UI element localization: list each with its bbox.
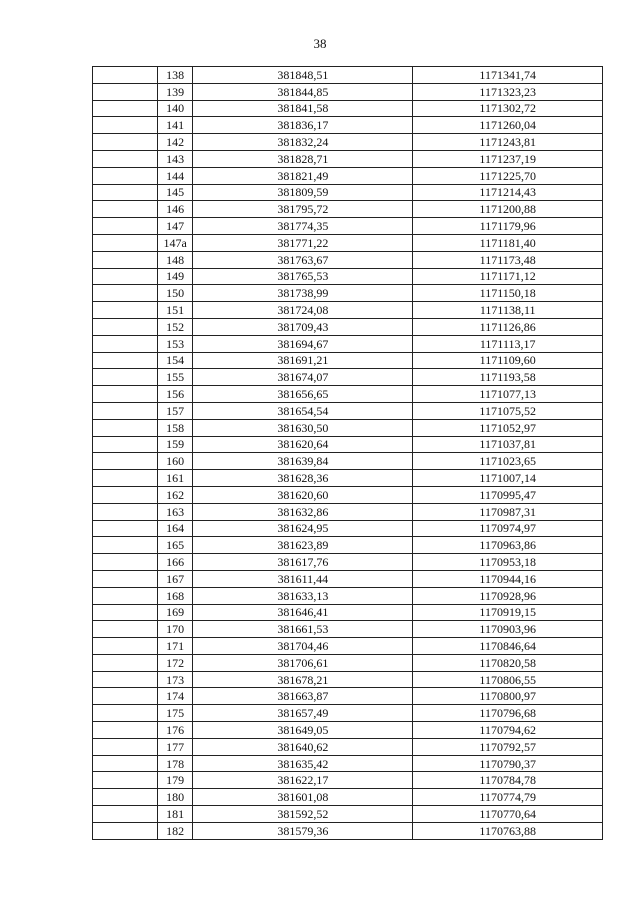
table-row bbox=[93, 134, 603, 151]
point-number-cell: 182 bbox=[157, 822, 192, 839]
y-coordinate-cell: 1170770,64 bbox=[413, 806, 603, 823]
y-coordinate-cell: 1170987,31 bbox=[413, 503, 603, 520]
point-number-cell: 166 bbox=[157, 554, 192, 571]
point-number-cell: 162 bbox=[157, 486, 192, 503]
table-row bbox=[93, 167, 603, 184]
table-row bbox=[93, 537, 603, 554]
table-row bbox=[93, 453, 603, 470]
point-number-cell: 156 bbox=[157, 386, 192, 403]
x-coordinate-cell: 381617,76 bbox=[193, 554, 413, 571]
table-row bbox=[93, 705, 603, 722]
x-coordinate-cell: 381611,44 bbox=[193, 570, 413, 587]
row-empty-cell bbox=[93, 251, 158, 268]
table-row bbox=[93, 352, 603, 369]
table-row bbox=[93, 570, 603, 587]
point-number-cell: 146 bbox=[157, 201, 192, 218]
row-empty-cell bbox=[93, 234, 158, 251]
row-empty-cell bbox=[93, 268, 158, 285]
x-coordinate-cell: 381649,05 bbox=[193, 722, 413, 739]
row-empty-cell bbox=[93, 100, 158, 117]
point-number-cell: 154 bbox=[157, 352, 192, 369]
x-coordinate-cell: 381640,62 bbox=[193, 738, 413, 755]
row-empty-cell bbox=[93, 638, 158, 655]
x-coordinate-cell: 381630,50 bbox=[193, 419, 413, 436]
table-row bbox=[93, 755, 603, 772]
point-number-cell: 178 bbox=[157, 755, 192, 772]
x-coordinate-cell: 381654,54 bbox=[193, 402, 413, 419]
table-row bbox=[93, 150, 603, 167]
point-number-cell: 149 bbox=[157, 268, 192, 285]
x-coordinate-cell: 381841,58 bbox=[193, 100, 413, 117]
y-coordinate-cell: 1170796,68 bbox=[413, 705, 603, 722]
point-number-cell: 168 bbox=[157, 587, 192, 604]
row-empty-cell bbox=[93, 369, 158, 386]
table-row bbox=[93, 789, 603, 806]
table-row bbox=[93, 486, 603, 503]
point-number-cell: 170 bbox=[157, 621, 192, 638]
y-coordinate-cell: 1170794,62 bbox=[413, 722, 603, 739]
x-coordinate-cell: 381848,51 bbox=[193, 67, 413, 84]
table-row bbox=[93, 386, 603, 403]
row-empty-cell bbox=[93, 705, 158, 722]
table-row bbox=[93, 671, 603, 688]
row-empty-cell bbox=[93, 503, 158, 520]
y-coordinate-cell: 1171126,86 bbox=[413, 318, 603, 335]
y-coordinate-cell: 1171193,58 bbox=[413, 369, 603, 386]
table-row bbox=[93, 822, 603, 839]
table-row bbox=[93, 218, 603, 235]
row-empty-cell bbox=[93, 789, 158, 806]
row-empty-cell bbox=[93, 604, 158, 621]
point-number-cell: 169 bbox=[157, 604, 192, 621]
y-coordinate-cell: 1171341,74 bbox=[413, 67, 603, 84]
x-coordinate-cell: 381657,49 bbox=[193, 705, 413, 722]
y-coordinate-cell: 1171173,48 bbox=[413, 251, 603, 268]
y-coordinate-cell: 1171323,23 bbox=[413, 83, 603, 100]
point-number-cell: 173 bbox=[157, 671, 192, 688]
table-row bbox=[93, 268, 603, 285]
y-coordinate-cell: 1170953,18 bbox=[413, 554, 603, 571]
x-coordinate-cell: 381601,08 bbox=[193, 789, 413, 806]
row-empty-cell bbox=[93, 134, 158, 151]
x-coordinate-cell: 381661,53 bbox=[193, 621, 413, 638]
table-row bbox=[93, 318, 603, 335]
y-coordinate-cell: 1171302,72 bbox=[413, 100, 603, 117]
row-empty-cell bbox=[93, 654, 158, 671]
point-number-cell: 163 bbox=[157, 503, 192, 520]
point-number-cell: 174 bbox=[157, 688, 192, 705]
row-empty-cell bbox=[93, 470, 158, 487]
table-row bbox=[93, 335, 603, 352]
point-number-cell: 151 bbox=[157, 302, 192, 319]
x-coordinate-cell: 381674,07 bbox=[193, 369, 413, 386]
x-coordinate-cell: 381763,67 bbox=[193, 251, 413, 268]
page-number: 38 bbox=[313, 36, 327, 51]
x-coordinate-cell: 381628,36 bbox=[193, 470, 413, 487]
point-number-cell: 143 bbox=[157, 150, 192, 167]
point-number-cell: 179 bbox=[157, 772, 192, 789]
row-empty-cell bbox=[93, 117, 158, 134]
x-coordinate-cell: 381639,84 bbox=[193, 453, 413, 470]
y-coordinate-cell: 1171181,40 bbox=[413, 234, 603, 251]
y-coordinate-cell: 1170820,58 bbox=[413, 654, 603, 671]
table-row bbox=[93, 587, 603, 604]
row-empty-cell bbox=[93, 285, 158, 302]
point-number-cell: 147а bbox=[157, 234, 192, 251]
table-row bbox=[93, 184, 603, 201]
row-empty-cell bbox=[93, 318, 158, 335]
y-coordinate-cell: 1170963,86 bbox=[413, 537, 603, 554]
row-empty-cell bbox=[93, 302, 158, 319]
table-row bbox=[93, 67, 603, 84]
y-coordinate-cell: 1171171,12 bbox=[413, 268, 603, 285]
y-coordinate-cell: 1170774,79 bbox=[413, 789, 603, 806]
y-coordinate-cell: 1171225,70 bbox=[413, 167, 603, 184]
x-coordinate-cell: 381828,71 bbox=[193, 150, 413, 167]
point-number-cell: 139 bbox=[157, 83, 192, 100]
row-empty-cell bbox=[93, 67, 158, 84]
table-row bbox=[93, 83, 603, 100]
y-coordinate-cell: 1170846,64 bbox=[413, 638, 603, 655]
table-row bbox=[93, 285, 603, 302]
table-row bbox=[93, 621, 603, 638]
x-coordinate-cell: 381821,49 bbox=[193, 167, 413, 184]
point-number-cell: 165 bbox=[157, 537, 192, 554]
y-coordinate-cell: 1171138,11 bbox=[413, 302, 603, 319]
row-empty-cell bbox=[93, 755, 158, 772]
point-number-cell: 148 bbox=[157, 251, 192, 268]
table-row bbox=[93, 772, 603, 789]
point-number-cell: 138 bbox=[157, 67, 192, 84]
table-row bbox=[93, 520, 603, 537]
x-coordinate-cell: 381620,64 bbox=[193, 436, 413, 453]
y-coordinate-cell: 1171113,17 bbox=[413, 335, 603, 352]
row-empty-cell bbox=[93, 738, 158, 755]
row-empty-cell bbox=[93, 587, 158, 604]
point-number-cell: 152 bbox=[157, 318, 192, 335]
row-empty-cell bbox=[93, 537, 158, 554]
y-coordinate-cell: 1171200,88 bbox=[413, 201, 603, 218]
table-row bbox=[93, 117, 603, 134]
row-empty-cell bbox=[93, 621, 158, 638]
y-coordinate-cell: 1171243,81 bbox=[413, 134, 603, 151]
point-number-cell: 145 bbox=[157, 184, 192, 201]
row-empty-cell bbox=[93, 402, 158, 419]
x-coordinate-cell: 381592,52 bbox=[193, 806, 413, 823]
x-coordinate-cell: 381832,24 bbox=[193, 134, 413, 151]
point-number-cell: 175 bbox=[157, 705, 192, 722]
table-row bbox=[93, 604, 603, 621]
x-coordinate-cell: 381706,61 bbox=[193, 654, 413, 671]
y-coordinate-cell: 1171179,96 bbox=[413, 218, 603, 235]
table-row bbox=[93, 554, 603, 571]
x-coordinate-cell: 381724,08 bbox=[193, 302, 413, 319]
point-number-cell: 180 bbox=[157, 789, 192, 806]
x-coordinate-cell: 381663,87 bbox=[193, 688, 413, 705]
y-coordinate-cell: 1170792,57 bbox=[413, 738, 603, 755]
y-coordinate-cell: 1170790,37 bbox=[413, 755, 603, 772]
point-number-cell: 157 bbox=[157, 402, 192, 419]
table-row bbox=[93, 100, 603, 117]
point-number-cell: 147 bbox=[157, 218, 192, 235]
point-number-cell: 141 bbox=[157, 117, 192, 134]
table-row bbox=[93, 470, 603, 487]
point-number-cell: 159 bbox=[157, 436, 192, 453]
x-coordinate-cell: 381774,35 bbox=[193, 218, 413, 235]
point-number-cell: 172 bbox=[157, 654, 192, 671]
row-empty-cell bbox=[93, 722, 158, 739]
table-row bbox=[93, 251, 603, 268]
row-empty-cell bbox=[93, 201, 158, 218]
x-coordinate-cell: 381622,17 bbox=[193, 772, 413, 789]
x-coordinate-cell: 381620,60 bbox=[193, 486, 413, 503]
row-empty-cell bbox=[93, 167, 158, 184]
table-row bbox=[93, 234, 603, 251]
row-empty-cell bbox=[93, 822, 158, 839]
row-empty-cell bbox=[93, 352, 158, 369]
y-coordinate-cell: 1170806,55 bbox=[413, 671, 603, 688]
row-empty-cell bbox=[93, 453, 158, 470]
row-empty-cell bbox=[93, 570, 158, 587]
y-coordinate-cell: 1170800,97 bbox=[413, 688, 603, 705]
table-row bbox=[93, 806, 603, 823]
y-coordinate-cell: 1171260,04 bbox=[413, 117, 603, 134]
row-empty-cell bbox=[93, 218, 158, 235]
x-coordinate-cell: 381633,13 bbox=[193, 587, 413, 604]
table-row bbox=[93, 503, 603, 520]
y-coordinate-cell: 1171214,43 bbox=[413, 184, 603, 201]
row-empty-cell bbox=[93, 554, 158, 571]
row-empty-cell bbox=[93, 806, 158, 823]
row-empty-cell bbox=[93, 419, 158, 436]
y-coordinate-cell: 1171037,81 bbox=[413, 436, 603, 453]
point-number-cell: 176 bbox=[157, 722, 192, 739]
y-coordinate-cell: 1171075,52 bbox=[413, 402, 603, 419]
row-empty-cell bbox=[93, 671, 158, 688]
point-number-cell: 140 bbox=[157, 100, 192, 117]
y-coordinate-cell: 1170763,88 bbox=[413, 822, 603, 839]
x-coordinate-cell: 381656,65 bbox=[193, 386, 413, 403]
y-coordinate-cell: 1171150,18 bbox=[413, 285, 603, 302]
x-coordinate-cell: 381844,85 bbox=[193, 83, 413, 100]
row-empty-cell bbox=[93, 335, 158, 352]
table-row bbox=[93, 402, 603, 419]
x-coordinate-cell: 381646,41 bbox=[193, 604, 413, 621]
table-row bbox=[93, 738, 603, 755]
x-coordinate-cell: 381579,36 bbox=[193, 822, 413, 839]
y-coordinate-cell: 1171109,60 bbox=[413, 352, 603, 369]
y-coordinate-cell: 1171237,19 bbox=[413, 150, 603, 167]
point-number-cell: 142 bbox=[157, 134, 192, 151]
row-empty-cell bbox=[93, 184, 158, 201]
x-coordinate-cell: 381635,42 bbox=[193, 755, 413, 772]
y-coordinate-cell: 1170784,78 bbox=[413, 772, 603, 789]
y-coordinate-cell: 1170944,16 bbox=[413, 570, 603, 587]
point-number-cell: 144 bbox=[157, 167, 192, 184]
table-row bbox=[93, 654, 603, 671]
x-coordinate-cell: 381678,21 bbox=[193, 671, 413, 688]
table-row bbox=[93, 722, 603, 739]
y-coordinate-cell: 1171052,97 bbox=[413, 419, 603, 436]
x-coordinate-cell: 381738,99 bbox=[193, 285, 413, 302]
x-coordinate-cell: 381694,67 bbox=[193, 335, 413, 352]
row-empty-cell bbox=[93, 83, 158, 100]
coordinates-table bbox=[92, 66, 603, 840]
x-coordinate-cell: 381624,95 bbox=[193, 520, 413, 537]
point-number-cell: 167 bbox=[157, 570, 192, 587]
x-coordinate-cell: 381632,86 bbox=[193, 503, 413, 520]
x-coordinate-cell: 381623,89 bbox=[193, 537, 413, 554]
x-coordinate-cell: 381809,59 bbox=[193, 184, 413, 201]
x-coordinate-cell: 381765,53 bbox=[193, 268, 413, 285]
row-empty-cell bbox=[93, 150, 158, 167]
table-row bbox=[93, 436, 603, 453]
x-coordinate-cell: 381691,21 bbox=[193, 352, 413, 369]
point-number-cell: 161 bbox=[157, 470, 192, 487]
table-row bbox=[93, 688, 603, 705]
table-row bbox=[93, 638, 603, 655]
coordinates-table-body bbox=[93, 67, 603, 840]
row-empty-cell bbox=[93, 772, 158, 789]
y-coordinate-cell: 1171007,14 bbox=[413, 470, 603, 487]
point-number-cell: 177 bbox=[157, 738, 192, 755]
y-coordinate-cell: 1170974,97 bbox=[413, 520, 603, 537]
y-coordinate-cell: 1171023,65 bbox=[413, 453, 603, 470]
x-coordinate-cell: 381836,17 bbox=[193, 117, 413, 134]
point-number-cell: 153 bbox=[157, 335, 192, 352]
table-row bbox=[93, 419, 603, 436]
table-row bbox=[93, 302, 603, 319]
y-coordinate-cell: 1170995,47 bbox=[413, 486, 603, 503]
point-number-cell: 164 bbox=[157, 520, 192, 537]
x-coordinate-cell: 381709,43 bbox=[193, 318, 413, 335]
x-coordinate-cell: 381771,22 bbox=[193, 234, 413, 251]
row-empty-cell bbox=[93, 436, 158, 453]
row-empty-cell bbox=[93, 520, 158, 537]
y-coordinate-cell: 1170903,96 bbox=[413, 621, 603, 638]
point-number-cell: 150 bbox=[157, 285, 192, 302]
row-empty-cell bbox=[93, 386, 158, 403]
point-number-cell: 155 bbox=[157, 369, 192, 386]
point-number-cell: 158 bbox=[157, 419, 192, 436]
point-number-cell: 181 bbox=[157, 806, 192, 823]
x-coordinate-cell: 381704,46 bbox=[193, 638, 413, 655]
table-row bbox=[93, 201, 603, 218]
y-coordinate-cell: 1171077,13 bbox=[413, 386, 603, 403]
row-empty-cell bbox=[93, 688, 158, 705]
y-coordinate-cell: 1170928,96 bbox=[413, 587, 603, 604]
x-coordinate-cell: 381795,72 bbox=[193, 201, 413, 218]
table-row bbox=[93, 369, 603, 386]
row-empty-cell bbox=[93, 486, 158, 503]
y-coordinate-cell: 1170919,15 bbox=[413, 604, 603, 621]
point-number-cell: 160 bbox=[157, 453, 192, 470]
point-number-cell: 171 bbox=[157, 638, 192, 655]
